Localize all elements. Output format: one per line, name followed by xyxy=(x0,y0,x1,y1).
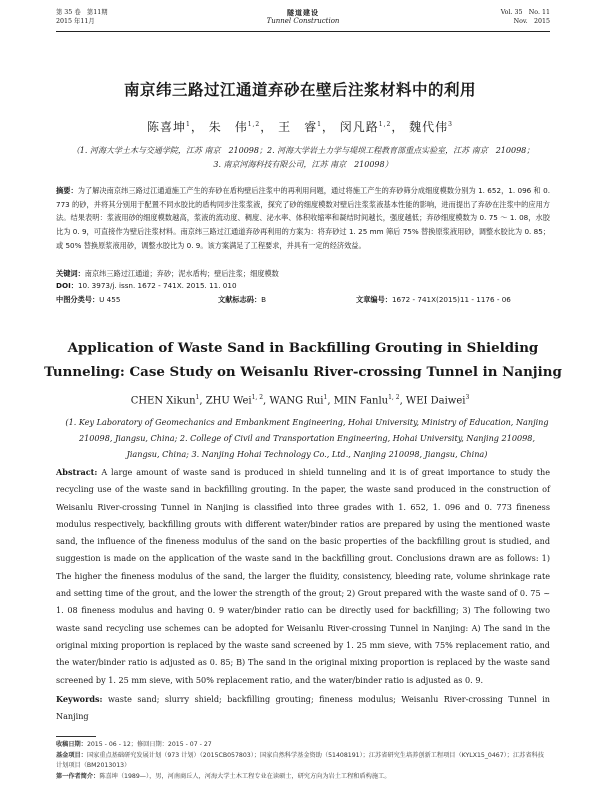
keywords-cn-text: 南京纬三路过江通道；弃砂；泥水盾构；壁后注浆；细度模数 xyxy=(84,269,279,278)
footnote-text: 国家重点基础研究发展计划（973 计划）（2015CB057803）；国家自然科学基金资助（51408191）；江苏省研究生培养创新工程项目（KYLX15_0467）；江苏省科技计划项目（BM2013013） xyxy=(56,752,544,769)
author-cn-affil: 3 xyxy=(448,121,453,128)
author-en-affil: 3 xyxy=(465,394,470,401)
doi-value: 10. 3973/j. issn. 1672 - 741X. 2015. 11. 010 xyxy=(77,281,237,290)
author-en: CHEN Xikun xyxy=(130,395,196,407)
author-cn-affil: 1 xyxy=(186,121,191,128)
article-number-field xyxy=(356,295,511,305)
doi-line xyxy=(56,281,237,291)
clc-value: U 455 xyxy=(99,295,121,304)
header-date-en: Nov. 2015 xyxy=(513,18,550,25)
footnote-label: 收稿日期： xyxy=(56,741,87,748)
clc-field xyxy=(56,295,120,305)
author-cn-affil: 1,2 xyxy=(378,121,392,128)
title-en: Application of Waste Sand in Backfilling Grouting in Shielding Tunneling: Case Study on Weisanlu River-crossing Tunnel in Nanjing xyxy=(44,340,562,380)
author-cn-affil: 1 xyxy=(317,121,322,128)
authors-en: CHEN Xikun$^1$, ZHU Wei$^{1, 2}$, WANG Rui$^1$, MIN Fanlu$^{1, 2}$, WEI Daiwei$^3$ xyxy=(130,394,470,407)
clc-label: 中图分类号： xyxy=(56,295,100,304)
keywords-cn-label: 关键词： xyxy=(56,269,85,278)
footnote-text: 2015 - 06 - 12；修回日期：2015 - 07 - 27 xyxy=(86,741,212,748)
author-en-affil: 1 xyxy=(323,394,328,401)
doc-code-field xyxy=(218,295,266,305)
author-en-affil: 1, 2 xyxy=(388,394,400,401)
author-cn: 陈喜坤 xyxy=(147,120,187,134)
authors-cn: 陈喜坤$^1$， 朱 伟$^{1,2}$， 王 睿$^1$， 闵凡路$^{1,2}$， 魏代伟$^3$ xyxy=(147,120,453,134)
author-en: WANG Rui xyxy=(269,395,324,407)
keywords-en-label: Keywords: xyxy=(56,694,103,704)
author-cn: 魏代伟 xyxy=(409,120,449,134)
running-header xyxy=(56,8,550,38)
abstract-en xyxy=(56,464,550,689)
doc-code-label: 文献标志码： xyxy=(218,295,262,304)
article-number-label: 文章编号： xyxy=(356,295,392,304)
abstract-cn xyxy=(56,184,550,253)
footnote-received xyxy=(56,740,550,750)
keywords-cn xyxy=(56,267,550,280)
header-volume-cn: 第 35 卷 第11期 xyxy=(56,9,108,16)
footnote-label: 第一作者简介： xyxy=(56,773,100,780)
doc-code-value: B xyxy=(261,295,267,304)
header-journal-en: Tunnel Construction xyxy=(266,17,340,25)
footnote-rule xyxy=(56,736,96,737)
author-en-affil: 1 xyxy=(195,394,200,401)
article-number-value: 1672 - 741X(2015)11 - 1176 - 06 xyxy=(391,295,511,304)
header-center xyxy=(56,8,550,26)
affiliation-en: (1. Key Laboratory of Geomechanics and Embankment Engineering, Hohai University, Ministry of Education, Nanjing 210098, Jiangsu, China; 2. College of Civil and Transportation Engineering, Hohai University, Nanjing 210098, Jiangsu, China; 3. Nanjing Hohai Technology Co., Ltd., Nanjing 210098, Jiangsu, China) xyxy=(65,417,549,459)
author-en: MIN Fanlu xyxy=(333,395,389,407)
header-date-cn: 2015 年11月 xyxy=(56,18,95,25)
abstract-en-label: Abstract: xyxy=(56,467,98,477)
footnote-label: 基金项目： xyxy=(56,752,87,759)
affiliation-cn: （1. 河海大学土木与交通学院，江苏 南京 210098；2. 河海大学岩土力学与堤坝工程教育部重点实验室，江苏 南京 210098；3. 南京河海科技有限公司，江苏 南京 210098） xyxy=(71,146,535,169)
author-cn-affil: 1,2 xyxy=(247,121,261,128)
title-cn: 南京纬三路过江通道弃砂在壁后注浆材料中的利用 xyxy=(123,81,476,99)
header-rule xyxy=(56,31,550,32)
abstract-en-text: A large amount of waste sand is produced in shield tunneling and it is of great importance to study the recycling use of the waste sand in backfilling grouting. In the paper, the waste sand produced in the construction of Weisanlu River-crossing Tunnel in Nanjing is classified into three grades with 1. 652, 1. 096 and 0. 773 fineness modulus respectively, backfilling grouts with different water/binder ratios are prepared by using the mentioned waste sand, the influence of the fineness modulus of the sand on the basic properties of the backfilling grout is studied, and suggestion is made on the application of the waste sand in the backfilling grout. Conclusions drawn are as follows: 1) The higher the fineness modulus of the sand, the larger the fluidity, consistency, bleeding rate, volume shrinkage rate and setting time of the grout, and the lower the strength of the grout; 2) Grout prepared with the waste sand of 0. 75 ~ 1. 08 fineness modulus and having 0. 9 water/binder ratio can be directly used for backfilling; 3) The following two waste sand recycling use schemes can be adopted for Weisanlu River-crossing Tunnel in Nanjing: A) The sand in the original mixing proportion is replaced by the waste sand screened by 1. 25 mm sieve, with 75% replacement ratio, and the water/binder ratio is adjusted as 0. 85; B) The sand in the original mixing proportion is replaced by the waste sand screened by 1. 25 mm sieve, with 50% replacement ratio, and the water/binder ratio is adjusted as 0. 9. xyxy=(56,467,550,685)
header-volume-en: Vol. 35 No. 11 xyxy=(500,9,550,16)
author-cn: 朱 伟 xyxy=(208,120,248,134)
author-cn: 王 睿 xyxy=(278,120,318,134)
author-en: ZHU Wei xyxy=(205,395,252,407)
author-cn: 闵凡路 xyxy=(339,120,379,134)
author-en: WEI Daiwei xyxy=(405,395,466,407)
footnote-author-bio xyxy=(56,772,550,782)
doi-label: DOI： xyxy=(56,281,78,290)
footnote-text: 陈喜坤（1989—），男，河南商丘人，河海大学土木工程专业在读硕士，研究方向为岩土工程和盾构施工。 xyxy=(99,773,391,780)
keywords-en xyxy=(56,691,550,726)
keywords-en-text: waste sand; slurry shield; backfilling grouting; fineness modulus; Weisanlu River-crossing Tunnel in Nanjing xyxy=(56,694,550,722)
abstract-cn-text: 为了解决南京纬三路过江通道施工产生的弃砂在盾构壁后注浆中的再利用问题，通过将施工产生的弃砂筛分成细度模数分别为 1. 652，1. 096 和 0. 773 的砂，并将其分别用于配置不同水胶比的盾构同步注浆浆液，探究了砂的细度模数对壁后注浆浆液基本性能的影响，进而提出了弃砂在注浆中的应用方法。结果表明：浆液用砂的细度模数越高，浆液的流动度、稠度、泌水率、体积收缩率和凝结时间越长，强度越低；弃砂细度模数为 0. 75 ～ 1. 08，水胶比为 0. 9，可直接作为壁后注浆材料。南京纬三路过江通道弃砂再利用的方案为：将弃砂过 1. 25 mm 筛后 75% 替换原浆液用砂，调整水胶比为 0. 85；或 50% 替换原浆液用砂，调整水胶比为 0. 9。该方案满足了工程要求，并具有一定的经济效益。 xyxy=(56,186,550,250)
header-right xyxy=(501,8,550,26)
footnote-funding xyxy=(56,751,550,771)
abstract-cn-label: 摘要： xyxy=(56,186,78,195)
author-en-affil: 1, 2 xyxy=(251,394,264,401)
header-journal-cn: 隧道建设 xyxy=(287,8,319,17)
